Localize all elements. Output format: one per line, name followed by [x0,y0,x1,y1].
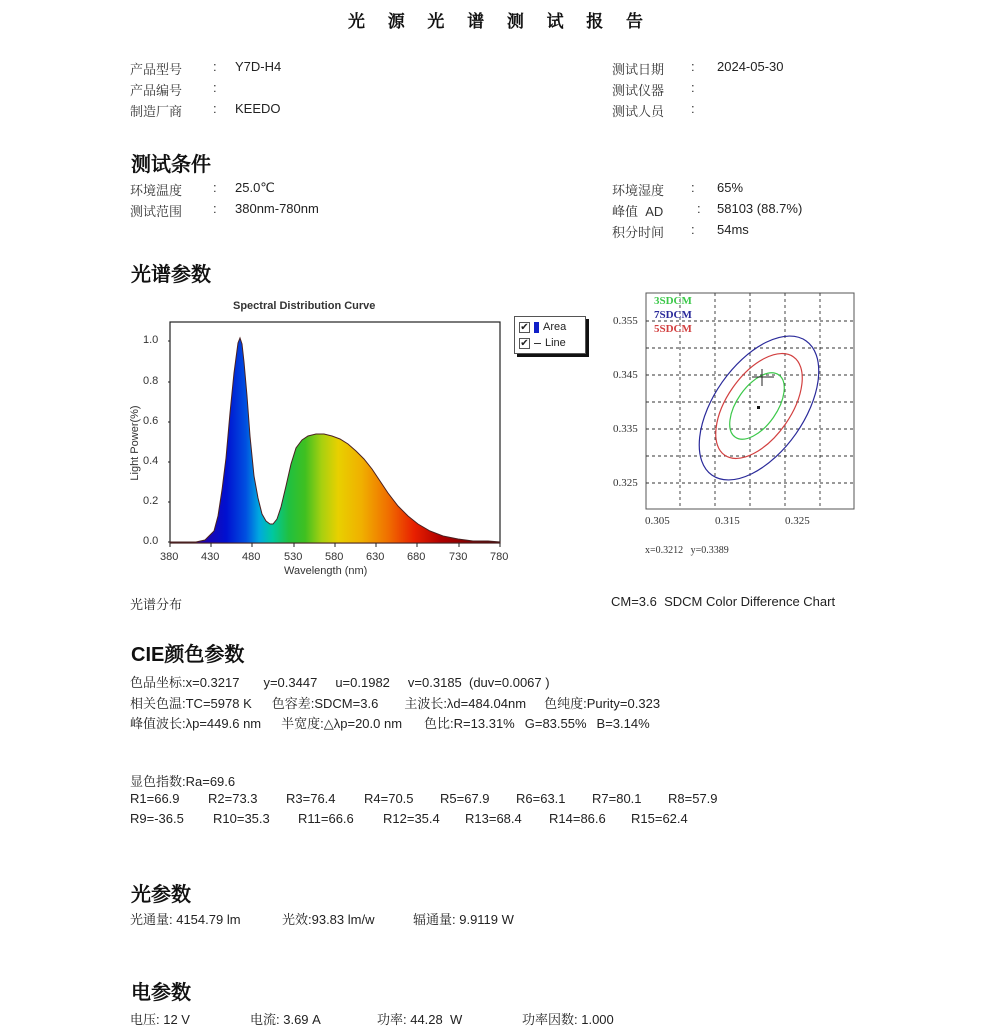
r-value: R9=-36.5 [130,811,184,826]
cct: 相关色温:TC=5978 K [130,696,252,711]
manufacturer-value: KEEDO [235,101,281,116]
sdcm-y-tick: 0.355 [613,315,638,327]
legend-line-label: Line [545,337,566,349]
colon: : [691,101,695,116]
tester-label: 测试人员 [612,104,665,119]
cie-row-2 [130,693,660,712]
sdcm-x-tick: 0.305 [645,515,670,527]
colon: : [691,222,695,237]
color-ratio-g: G=83.55% [524,716,587,731]
r-value: R2=73.3 [208,791,258,806]
x-axis-label: Wavelength (nm) [284,565,368,577]
r-value: R1=66.9 [130,791,180,806]
photometric-heading: 光参数 [131,884,191,906]
chart-legend [514,316,586,354]
ra-index: 显色指数:Ra=69.6 [130,774,236,789]
integration-time-value: 54ms [717,222,749,237]
x-tick: 580 [325,551,344,563]
manufacturer-label: 制造厂商 [130,104,183,119]
product-model-value: Y7D-H4 [235,59,282,74]
r-value: R14=86.6 [549,811,606,826]
r-value: R13=68.4 [465,811,522,826]
cie-row-1 [130,672,550,691]
ambient-temp-label: 环境温度 [130,183,183,198]
chromaticity-u: u=0.1982 [335,675,390,690]
legend-area-toggle[interactable] [519,319,581,335]
peak-ad-value: 58103 (88.7%) [717,201,803,216]
colon: : [691,80,695,95]
peak-wavelength: 峰值波长:λp=449.6 nm [130,716,262,731]
x-tick: 730 [449,551,468,563]
current: 电流: 3.69 A [250,1012,321,1027]
r-value: R12=35.4 [383,811,440,826]
chromaticity-v: v=0.3185 (duv=0.0067 ) [407,675,550,690]
purity: 色纯度:Purity=0.323 [544,696,661,711]
colon: : [213,180,217,195]
sdcm-y-tick: 0.325 [613,477,638,489]
r-value: R10=35.3 [213,811,270,826]
ambient-temp-value: 25.0℃ [235,180,275,195]
luminous-efficacy: 光效:93.83 lm/w [282,912,375,927]
spectral-chart-title: Spectral Distribution Curve [233,300,376,312]
legend-5sdcm: 5SDCM [654,323,692,335]
y-tick: 0.0 [143,535,159,547]
electrical-heading: 电参数 [131,982,191,1004]
colon: : [213,80,217,95]
report-title: 光 源 光 谱 测 试 报 告 [347,12,653,31]
cie-row-3 [130,713,650,732]
colon: : [213,201,217,216]
test-date-value: 2024-05-30 [717,59,784,74]
area-swatch-icon [534,322,539,333]
area-checkbox[interactable]: ✔ [520,321,529,333]
spectral-plot [168,318,504,548]
half-width: 半宽度:△λp=20.0 nm [281,716,403,731]
legend-line-toggle[interactable] [519,335,581,351]
chromaticity-x: 色品坐标:x=0.3217 [130,675,240,690]
x-tick: 480 [242,551,261,563]
r-value: R6=63.1 [516,791,566,806]
test-range-value: 380nm-780nm [235,201,319,216]
peak-ad-label: 峰值 AD [612,204,664,219]
x-tick: 530 [284,551,303,563]
voltage: 电压: 12 V [130,1012,190,1027]
r-value: R4=70.5 [364,791,414,806]
r-value: R5=67.9 [440,791,490,806]
sdcm: 色容差:SDCM=3.6 [271,696,379,711]
legend-3sdcm: 3SDCM [654,295,692,307]
x-tick: 780 [490,551,509,563]
cie-heading: CIE颜色参数 [131,644,245,666]
color-ratio-r: 色比:R=13.31% [424,716,515,731]
conditions-heading: 测试条件 [131,154,211,176]
r-value: R11=66.6 [298,811,354,826]
colon: : [213,101,217,116]
x-tick: 680 [407,551,426,563]
product-model-label: 产品型号 [130,62,183,77]
test-date-label: 测试日期 [612,62,665,77]
r-value: R8=57.9 [668,791,718,806]
line-checkbox[interactable]: ✔ [520,337,529,349]
line-swatch-icon [534,343,541,344]
y-tick: 0.6 [143,415,159,427]
integration-time-label: 积分时间 [612,225,665,240]
test-instrument-label: 测试仪器 [612,83,665,98]
y-tick: 1.0 [143,334,159,346]
product-number-label: 产品编号 [130,83,183,98]
x-tick: 430 [201,551,220,563]
y-axis-label: Light Power(%) [129,405,141,481]
x-tick: 380 [160,551,179,563]
sdcm-coordinates: x=0.3212 y=0.3389 [645,545,729,556]
power-factor: 功率因数: 1.000 [522,1012,614,1027]
dominant-wavelength: 主波长:λd=484.04nm [404,696,527,711]
sdcm-y-tick: 0.335 [613,423,638,435]
sdcm-caption: CM=3.6 SDCM Color Difference Chart [611,594,836,609]
r-value: R7=80.1 [592,791,642,806]
legend-7sdcm: 7SDCM [654,309,692,321]
colon: : [691,59,695,74]
chromaticity-y: y=0.3447 [263,675,318,690]
y-tick: 0.8 [143,375,159,387]
sdcm-x-tick: 0.325 [785,515,810,527]
color-ratio-b: B=3.14% [596,716,650,731]
y-tick: 0.2 [143,495,159,507]
colon: : [213,59,217,74]
humidity-value: 65% [717,180,744,195]
legend-area-label: Area [543,321,567,333]
radiant-flux: 辐通量: 9.9119 W [413,912,514,927]
x-tick: 630 [366,551,385,563]
colon: : [697,201,701,216]
colon: : [691,180,695,195]
luminous-flux: 光通量: 4154.79 lm [130,912,241,927]
spectral-caption: 光谱分布 [130,597,183,612]
y-tick: 0.4 [143,455,159,467]
power: 功率: 44.28 W [377,1012,463,1027]
humidity-label: 环境湿度 [612,183,665,198]
spectral-heading: 光谱参数 [131,264,211,286]
sdcm-y-tick: 0.345 [613,369,638,381]
r-value: R15=62.4 [631,811,688,826]
r-value: R3=76.4 [286,791,336,806]
sdcm-x-tick: 0.315 [715,515,740,527]
test-range-label: 测试范围 [130,204,183,219]
